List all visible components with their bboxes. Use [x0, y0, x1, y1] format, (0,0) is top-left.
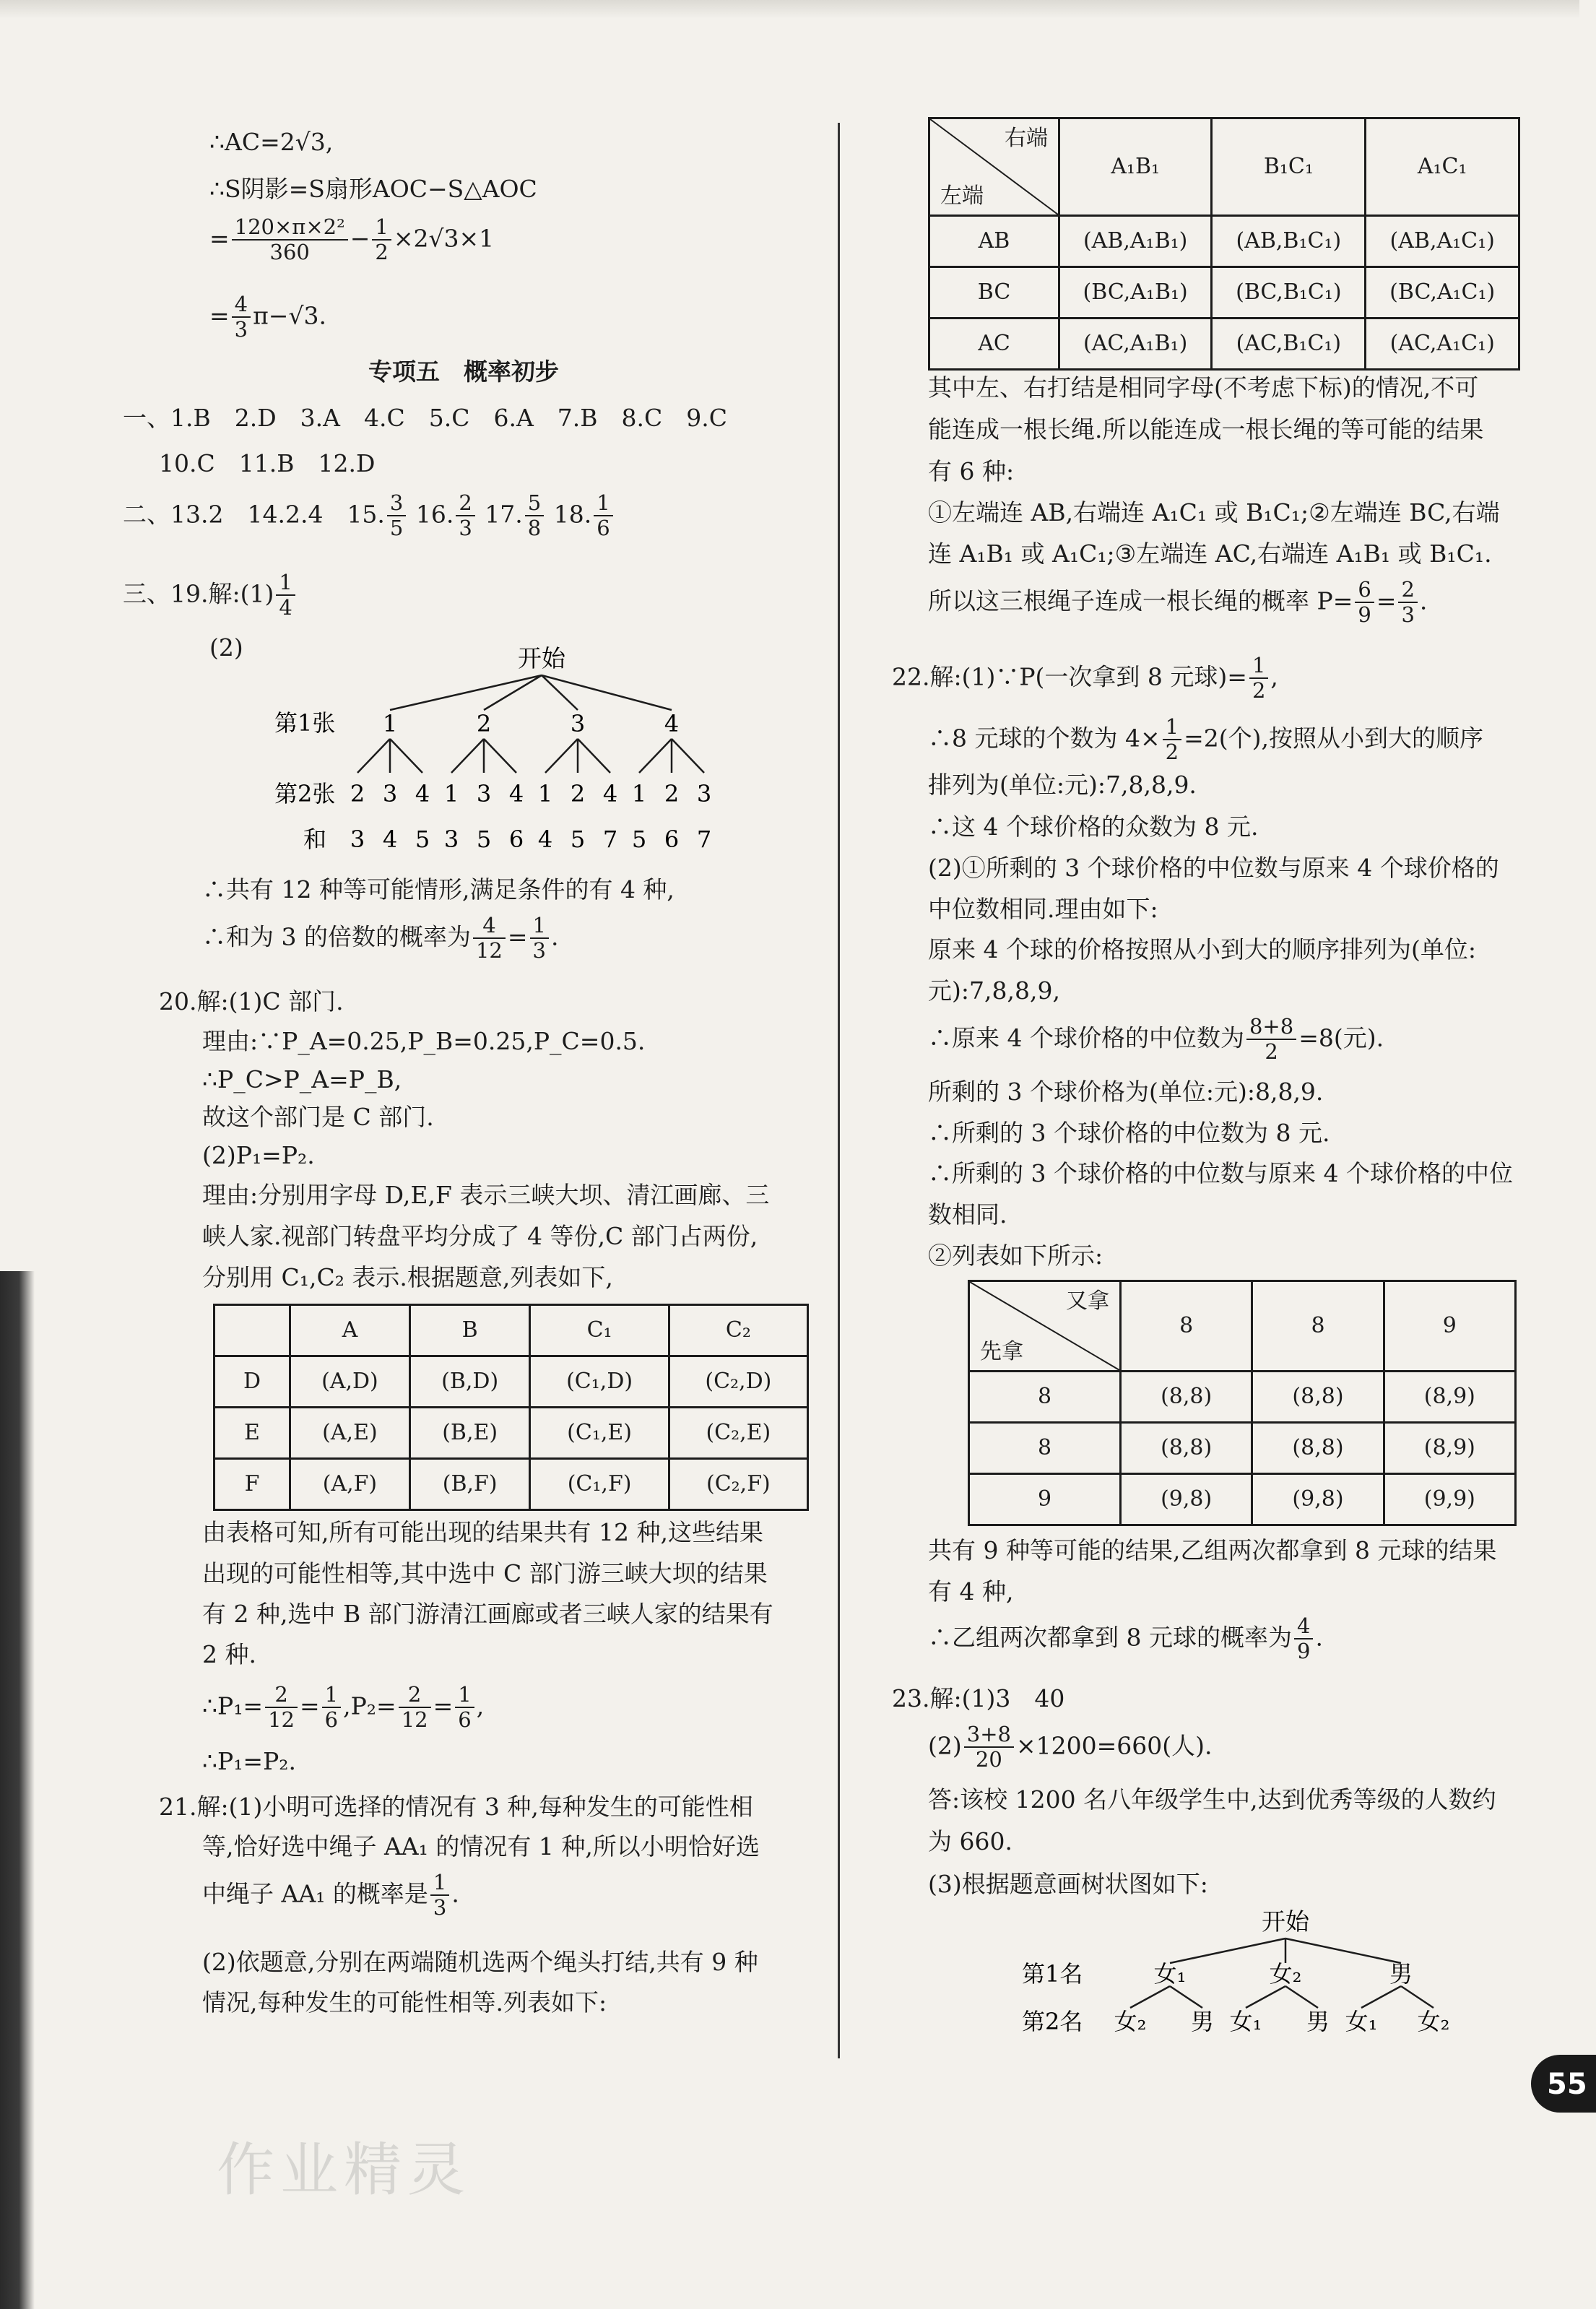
table-cell: (9,8): [1121, 1474, 1252, 1525]
table-corner-cell: [929, 118, 1059, 216]
column-divider: [838, 123, 840, 2058]
tree-row-label: 和: [303, 826, 327, 853]
table-cell: (AC,A₁C₁): [1366, 319, 1519, 370]
table-cell: A₁B₁: [1059, 118, 1212, 216]
tree-node: 4: [415, 780, 430, 807]
q22-line: 有 4 种,: [928, 1577, 1014, 1606]
tree-node: 男: [1306, 2008, 1330, 2035]
corner-label-top: 又拿: [1066, 1288, 1109, 1314]
table-cell: (BC,A₁C₁): [1366, 267, 1519, 319]
table-cell: (C₁,E): [530, 1408, 669, 1459]
tree-sum: 5: [476, 826, 492, 853]
q22-line: 共有 9 种等可能的结果,乙组两次都拿到 8 元球的结果: [928, 1536, 1497, 1564]
q19-part1: 三、19.解:(1) $\frac{1}{4}$: [123, 571, 298, 620]
q22-line: (2)①所剩的 3 个球价格的中位数与原来 4 个球价格的: [928, 854, 1499, 882]
table-row: [969, 1423, 1516, 1474]
tree-sum: 4: [537, 826, 553, 853]
table-22: [968, 1280, 1517, 1526]
tree-sum: 3: [443, 826, 459, 853]
answers-choice-cont: 10.C 11.B 12.D: [159, 449, 376, 477]
text-line: 其中左、右打结是相同字母(不考虑下标)的情况,不可: [928, 373, 1479, 402]
q20-line: 有 2 种,选中 B 部门游清江画廊或者三峡人家的结果有: [202, 1600, 773, 1628]
tree-node: 女₁: [1345, 2008, 1378, 2035]
tree-sum: 6: [664, 826, 680, 853]
q22-line: ∴乙组两次都拿到 8 元球的概率为 $\frac{4}{9}$ .: [928, 1613, 1323, 1664]
text-line: 有 6 种:: [928, 457, 1015, 485]
q23-line: 为 660.: [928, 1827, 1012, 1855]
table-cell: AB: [929, 216, 1059, 267]
table-cell: (AC,A₁B₁): [1059, 319, 1212, 370]
tree-node: 1: [631, 780, 647, 807]
q22-line: ∴8 元球的个数为 4× $\frac{1}{2}$ =2(个),按照从小到大的顺序: [928, 714, 1483, 765]
text-line: 连 A₁B₁ 或 A₁C₁;③左端连 AC,右端连 A₁B₁ 或 B₁C₁.: [928, 540, 1492, 568]
table-cell: (8,9): [1384, 1423, 1515, 1474]
table-header-row: [969, 1281, 1516, 1372]
table-cell: D: [214, 1356, 290, 1408]
table-cell: F: [214, 1459, 290, 1510]
tree-node: 3: [696, 780, 712, 807]
tree-node: 1: [382, 710, 398, 737]
tree-sum: 4: [382, 826, 398, 853]
tree-node: 1: [537, 780, 553, 807]
corner-label-bottom: 先拿: [980, 1339, 1023, 1364]
tree-row-label: 第1名: [1022, 1960, 1083, 1988]
text-line: ∴AC=2√3,: [209, 128, 334, 156]
tree-node: 2: [476, 710, 492, 737]
table-cell: E: [214, 1408, 290, 1459]
table-cell: (AC,B₁C₁): [1212, 319, 1366, 370]
tree-start: 开始: [1262, 1907, 1309, 1936]
table-row: [969, 1474, 1516, 1525]
tree-node: 3: [570, 710, 586, 737]
table-cell: C₂: [669, 1305, 807, 1356]
table-cell: 8: [1121, 1281, 1252, 1372]
table-cell: (A,F): [290, 1459, 410, 1510]
watermark: 作业精灵: [217, 2136, 471, 2204]
table-cell: (C₁,D): [530, 1356, 669, 1408]
q20-line: 由表格可知,所有可能出现的结果共有 12 种,这些结果: [202, 1518, 763, 1546]
scan-binding-shadow: [0, 1271, 35, 2309]
tree-sum: 7: [696, 826, 712, 853]
table-cell: 9: [1384, 1281, 1515, 1372]
tree-sum: 7: [602, 826, 618, 853]
q20-line: 20.解:(1)C 部门.: [159, 987, 344, 1015]
table-cell: 8: [969, 1372, 1121, 1423]
q20-line: 分别用 C₁,C₂ 表示.根据题意,列表如下,: [202, 1263, 613, 1291]
table-cell: (8,8): [1252, 1372, 1384, 1423]
table-cell: (AB,B₁C₁): [1212, 216, 1366, 267]
table-cell: (B,F): [409, 1459, 530, 1510]
tree-start: 开始: [518, 644, 565, 672]
table-row: [929, 216, 1519, 267]
answers-choice: 一、1.B 2.D 3.A 4.C 5.C 6.A 7.B 8.C 9.C: [123, 404, 727, 432]
table-cell: (C₂,F): [669, 1459, 807, 1510]
q21-line: 等,恰好选中绳子 AA₁ 的情况有 1 种,所以小明恰好选: [202, 1832, 760, 1860]
table-cell: (AB,A₁B₁): [1059, 216, 1212, 267]
tree-node: 女₂: [1114, 2008, 1147, 2035]
q22-line: 所剩的 3 个球价格为(单位:元):8,8,9.: [928, 1078, 1324, 1106]
table-row: [929, 267, 1519, 319]
table-cell: AC: [929, 319, 1059, 370]
table-cell: (AB,A₁C₁): [1366, 216, 1519, 267]
tree-sum: 3: [350, 826, 365, 853]
tree-node: 女₂: [1269, 1960, 1302, 1988]
table-cell: (8,8): [1252, 1423, 1384, 1474]
table-cell: A: [290, 1305, 410, 1356]
tree-sum: 5: [415, 826, 430, 853]
corner-label-bottom: 左端: [940, 183, 984, 209]
q21-line: (2)依题意,分别在两端随机选两个绳头打结,共有 9 种: [202, 1948, 758, 1976]
table-header-row: [929, 118, 1519, 216]
text-line: ∴S阴影=S扇形AOC−S△AOC: [209, 175, 537, 203]
q21-line: 21.解:(1)小明可选择的情况有 3 种,每种发生的可能性相: [159, 1793, 753, 1821]
tree-node: 2: [570, 780, 586, 807]
tree-node: 男: [1389, 1960, 1413, 1988]
q22-line: 排列为(单位:元):7,8,8,9.: [928, 771, 1197, 799]
table-cell: (8,8): [1121, 1372, 1252, 1423]
text-line: 所以这三根绳子连成一根长绳的概率 P= $\frac{6}{9}$ = $\frac{2}{3}$ .: [928, 577, 1428, 628]
q22-line: ∴所剩的 3 个球价格的中位数与原来 4 个球价格的中位: [928, 1159, 1513, 1187]
tree-sum: 5: [570, 826, 586, 853]
table-cell: C₁: [530, 1305, 669, 1356]
q19-conclusion: ∴和为 3 的倍数的概率为 $\frac{4}{12}$ = $\frac{1}{3}$ .: [202, 913, 559, 963]
tree-diagram-23: [928, 1907, 1535, 2051]
tree-node: 女₂: [1417, 2008, 1450, 2035]
q20-line: 故这个部门是 C 部门.: [202, 1103, 434, 1131]
answers-fill: 二、13.2 14.2.4 15. $\frac{3}{5}$ 16. $\frac{2}{3}$ 17. $\frac{5}{8}$ 18. $\frac{1}{6}$: [123, 491, 615, 541]
q23-line: 答:该校 1200 名八年级学生中,达到优秀等级的人数约: [928, 1785, 1496, 1814]
table-cell: 9: [969, 1474, 1121, 1525]
table-cell: (C₂,D): [669, 1356, 807, 1408]
tree-sum: 6: [508, 826, 524, 853]
tree-node: 男: [1190, 2008, 1215, 2035]
text-line: ①左端连 AB,右端连 A₁C₁ 或 B₁C₁;②左端连 BC,右端: [928, 498, 1500, 527]
tree-node: 4: [664, 710, 680, 737]
tree-node: 3: [382, 780, 398, 807]
tree-node: 4: [508, 780, 524, 807]
q23-line: (2) $\frac{3+8}{20}$ ×1200=660(人).: [928, 1722, 1213, 1772]
tree-row-label: 第2名: [1022, 2008, 1083, 2035]
q20-line: ∴P₁=P₂.: [202, 1747, 297, 1775]
table-cell: 8: [1252, 1281, 1384, 1372]
tree-node: 女₁: [1153, 1960, 1187, 1988]
scan-top-edge: [0, 0, 1579, 19]
text-line: 能连成一根长绳.所以能连成一根长绳的等可能的结果: [928, 415, 1484, 443]
tree-sum: 5: [631, 826, 647, 853]
table-cell: BC: [929, 267, 1059, 319]
tree-node: 2: [664, 780, 680, 807]
table-cell: (C₁,F): [530, 1459, 669, 1510]
table-cell: (BC,B₁C₁): [1212, 267, 1366, 319]
q23-line: (3)根据题意画树状图如下:: [928, 1870, 1208, 1898]
q22-line: ∴原来 4 个球价格的中位数为 $\frac{8+8}{2}$ =8(元).: [928, 1014, 1384, 1065]
table-cell: 8: [969, 1423, 1121, 1474]
section-title: 专项五 概率初步: [368, 358, 559, 386]
tree-row-label: 第2张: [274, 780, 336, 807]
table-20: [213, 1304, 809, 1511]
q20-line: 理由:∵P_A=0.25,P_B=0.25,P_C=0.5.: [202, 1027, 646, 1055]
table-row: [214, 1459, 808, 1510]
q22-line: ∴所剩的 3 个球价格的中位数为 8 元.: [928, 1119, 1330, 1147]
table-21: [928, 117, 1520, 371]
q20-line: 出现的可能性相等,其中选中 C 部门游三峡大坝的结果: [202, 1559, 768, 1587]
q20-line: 2 种.: [202, 1640, 256, 1668]
text-line: = $\frac{4}{3}$ π−√3.: [209, 292, 326, 342]
tree-node: 女₁: [1229, 2008, 1262, 2035]
table-cell: (B,E): [409, 1408, 530, 1459]
q22-line: 原来 4 个球的价格按照从小到大的顺序排列为(单位:: [928, 935, 1476, 963]
q22-line: 22.解:(1)∵P(一次拿到 8 元球)= $\frac{1}{2}$ ,: [892, 653, 1278, 703]
tree-node: 3: [476, 780, 492, 807]
table-cell: (B,D): [409, 1356, 530, 1408]
table-cell: (A,E): [290, 1408, 410, 1459]
table-cell: (C₂,E): [669, 1408, 807, 1459]
tree-diagram-19: [123, 646, 773, 896]
text-line: = $\frac{\text{120×π×2²}}{360}$ − $\frac{1}{2}$ ×2√3×1: [209, 215, 495, 265]
tree-row-label: 第1张: [274, 709, 336, 737]
tree-node: 1: [443, 780, 459, 807]
table-corner-cell: [969, 1281, 1121, 1372]
q22-line: ②列表如下所示:: [928, 1242, 1103, 1270]
table-header-row: [214, 1305, 808, 1356]
page-number-badge: [1531, 2055, 1596, 2113]
q20-line: 理由:分别用字母 D,E,F 表示三峡大坝、清江画廊、三: [202, 1181, 770, 1209]
q23-line: 23.解:(1)3 40: [892, 1684, 1065, 1712]
table-cell: B: [409, 1305, 530, 1356]
table-row: [214, 1356, 808, 1408]
table-cell: (8,8): [1121, 1423, 1252, 1474]
table-cell: [214, 1305, 290, 1356]
table-row: [214, 1408, 808, 1459]
q21-line: 中绳子 AA₁ 的概率是 $\frac{1}{3}$ .: [202, 1870, 459, 1920]
tree-node: 4: [602, 780, 618, 807]
q22-line: 元):7,8,8,9,: [928, 976, 1060, 1005]
q20-line: ∴P₁= $\frac{2}{12}$ = $\frac{1}{6}$ ,P₂= $\frac{2}{12}$ = $\frac{1}{6}$ ,: [202, 1682, 485, 1733]
corner-label-top: 右端: [1005, 126, 1048, 151]
table-row: [969, 1372, 1516, 1423]
table-cell: (A,D): [290, 1356, 410, 1408]
q22-line: 中位数相同.理由如下:: [928, 895, 1158, 923]
tree-node: 2: [350, 780, 365, 807]
q20-line: ∴P_C>P_A=P_B,: [202, 1065, 402, 1093]
table-cell: A₁C₁: [1366, 118, 1519, 216]
table-cell: B₁C₁: [1212, 118, 1366, 216]
table-cell: (9,9): [1384, 1474, 1515, 1525]
q19-conclusion: ∴共有 12 种等可能情形,满足条件的有 4 种,: [202, 875, 675, 904]
q20-line: (2)P₁=P₂.: [202, 1141, 315, 1169]
q21-line: 情况,每种发生的可能性相等.列表如下:: [202, 1988, 607, 2016]
table-cell: (8,9): [1384, 1372, 1515, 1423]
page-number: 55: [1547, 2068, 1587, 2101]
q22-line: ∴这 4 个球价格的众数为 8 元.: [928, 813, 1259, 841]
table-row: [929, 319, 1519, 370]
q19-part2: (2): [209, 633, 243, 662]
q22-line: 数相同.: [928, 1200, 1007, 1229]
q20-line: 峡人家.视部门转盘平均分成了 4 等份,C 部门占两份,: [202, 1222, 758, 1250]
table-cell: (BC,A₁B₁): [1059, 267, 1212, 319]
table-cell: (9,8): [1252, 1474, 1384, 1525]
